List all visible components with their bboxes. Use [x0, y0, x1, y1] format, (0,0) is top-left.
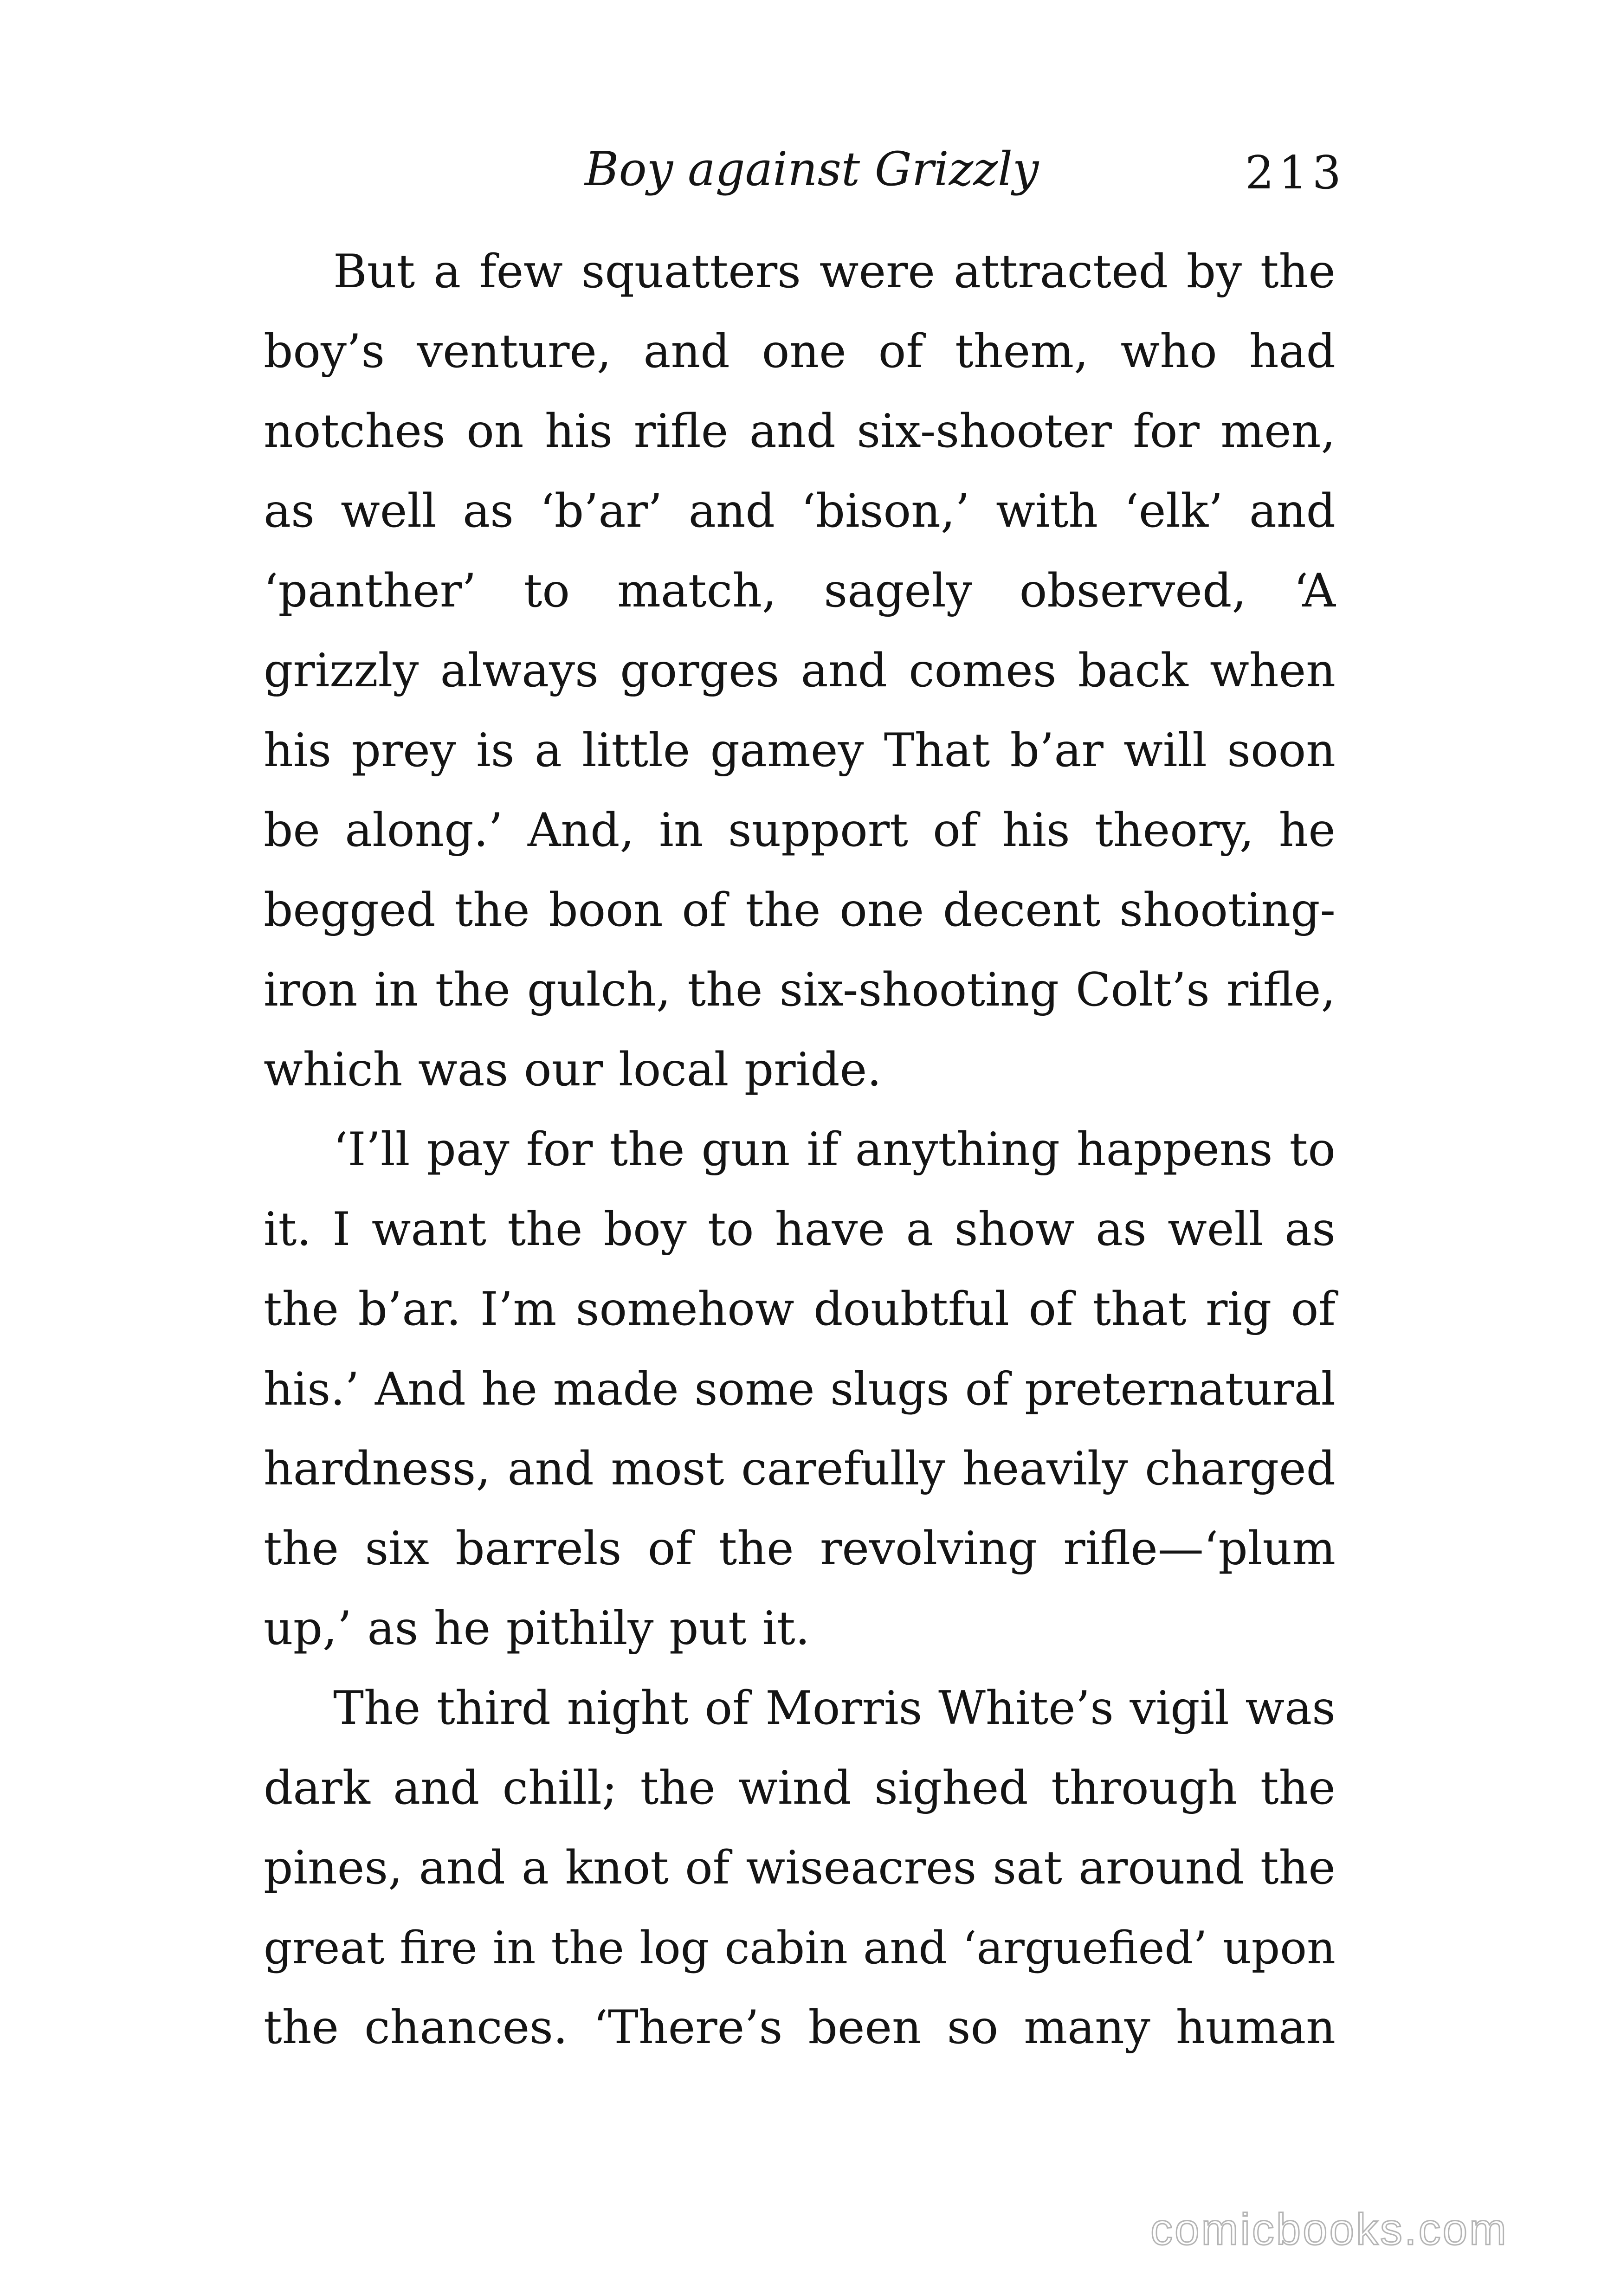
text-line: The third night of Morris White’s vigil was: [333, 1682, 1336, 1735]
text-line: begged the boon of the one decent shooting-: [264, 884, 1336, 937]
text-line: the chances. ‘There’s been so many human: [264, 2001, 1336, 2054]
text-line: boy’s venture, and one of them, who had: [264, 325, 1336, 378]
text-line: as well as ‘b’ar’ and ‘bison,’ with ‘elk’ and: [264, 484, 1336, 538]
text-line: ‘I’ll pay for the gun if anything happens to: [333, 1123, 1336, 1176]
text-line: notches on his rifle and six-shooter for men,: [264, 405, 1336, 458]
page-number: 213: [1245, 147, 1346, 200]
text-line: up,’ as he pithily put it.: [264, 1602, 810, 1655]
text-line: great fire in the log cabin and ‘arguefied’ upon: [264, 1922, 1336, 1974]
text-line: which was our local pride.: [264, 1043, 882, 1096]
body-text: [264, 232, 1336, 2068]
text-line: But a few squatters were attracted by the: [333, 245, 1336, 298]
text-line: his.’ And he made some slugs of preternatural: [264, 1363, 1336, 1416]
text-line: the six barrels of the revolving rifle—‘plum: [264, 1522, 1336, 1575]
text-line: it. I want the boy to have a show as well as: [264, 1203, 1336, 1256]
text-line: dark and chill; the wind sighed through the: [264, 1761, 1336, 1815]
text-line: his prey is a little gamey That b’ar will soon: [264, 724, 1336, 777]
paragraph-3: [264, 1669, 1336, 2068]
text-line: iron in the gulch, the six-shooting Colt’s rifle,: [264, 963, 1336, 1017]
running-head: [269, 135, 1346, 204]
text-line: the b’ar. I’m somehow doubtful of that rig of: [264, 1283, 1336, 1336]
text-line: grizzly always gorges and comes back when: [264, 644, 1336, 697]
paragraph-1: [264, 232, 1336, 1110]
text-line: be along.’ And, in support of his theory, he: [264, 804, 1336, 857]
text-line: pines, and a knot of wiseacres sat around the: [264, 1841, 1336, 1895]
paragraph-2: [264, 1110, 1336, 1669]
running-title: Boy against Grizzly: [585, 142, 1039, 196]
text-line: hardness, and most carefully heavily charged: [264, 1442, 1336, 1496]
site-watermark: comicbooks.com: [1150, 2205, 1508, 2254]
text-line: ‘panther’ to match, sagely observed, ‘A: [264, 564, 1336, 618]
